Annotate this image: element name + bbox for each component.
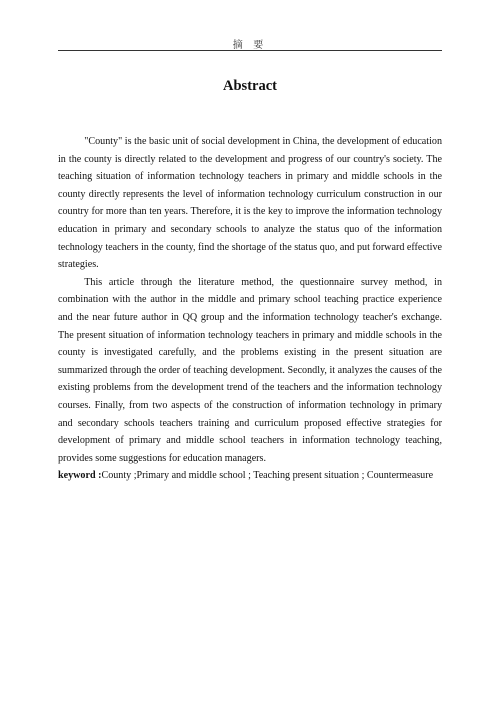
keywords-text: County ;Primary and middle school ; Teaching present situation ; Countermeasure (101, 470, 434, 482)
abstract-paragraph-2: This article through the literature method, the questionnaire survey method, in combination with the author in the middle and primary school teaching practice experience and the near future author in QQ group and the information technology teacher's exchange. The present situation of information technology teachers in primary and middle schools in the county is investigated carefully, and the problems existing in the present situation are summarized through the order of teaching development. Secondly, it analyzes the causes of the existing problems from the development trend of the teachers and the information technology courses. Finally, from two aspects of the construction of information technology in primary and secondary schools teachers training and curriculum proposed effective strategies for development of primary and middle school teachers in information technology teaching, provides some suggestions for education managers. (58, 276, 442, 464)
abstract-title: Abstract (223, 78, 277, 94)
abstract-body (58, 133, 442, 485)
keywords-line (58, 467, 442, 485)
header-rule (58, 50, 442, 51)
abstract-paragraph-1: "County" is the basic unit of social development in China, the development of education in the county is directly related to the development and progress of our country's society. The teaching situation of information technology teachers in primary and middle schools in the county directly represents the level of information technology curriculum construction in our country for more than ten years. Therefore, it is the key to improve the information technology education in primary and secondary schools to analyze the status quo of the information technology teachers in the county, find the shortage of the status quo, and put forward effective strategies. (58, 136, 443, 271)
running-header: 摘 要 (232, 40, 268, 51)
keywords-label: keyword : (58, 470, 102, 482)
